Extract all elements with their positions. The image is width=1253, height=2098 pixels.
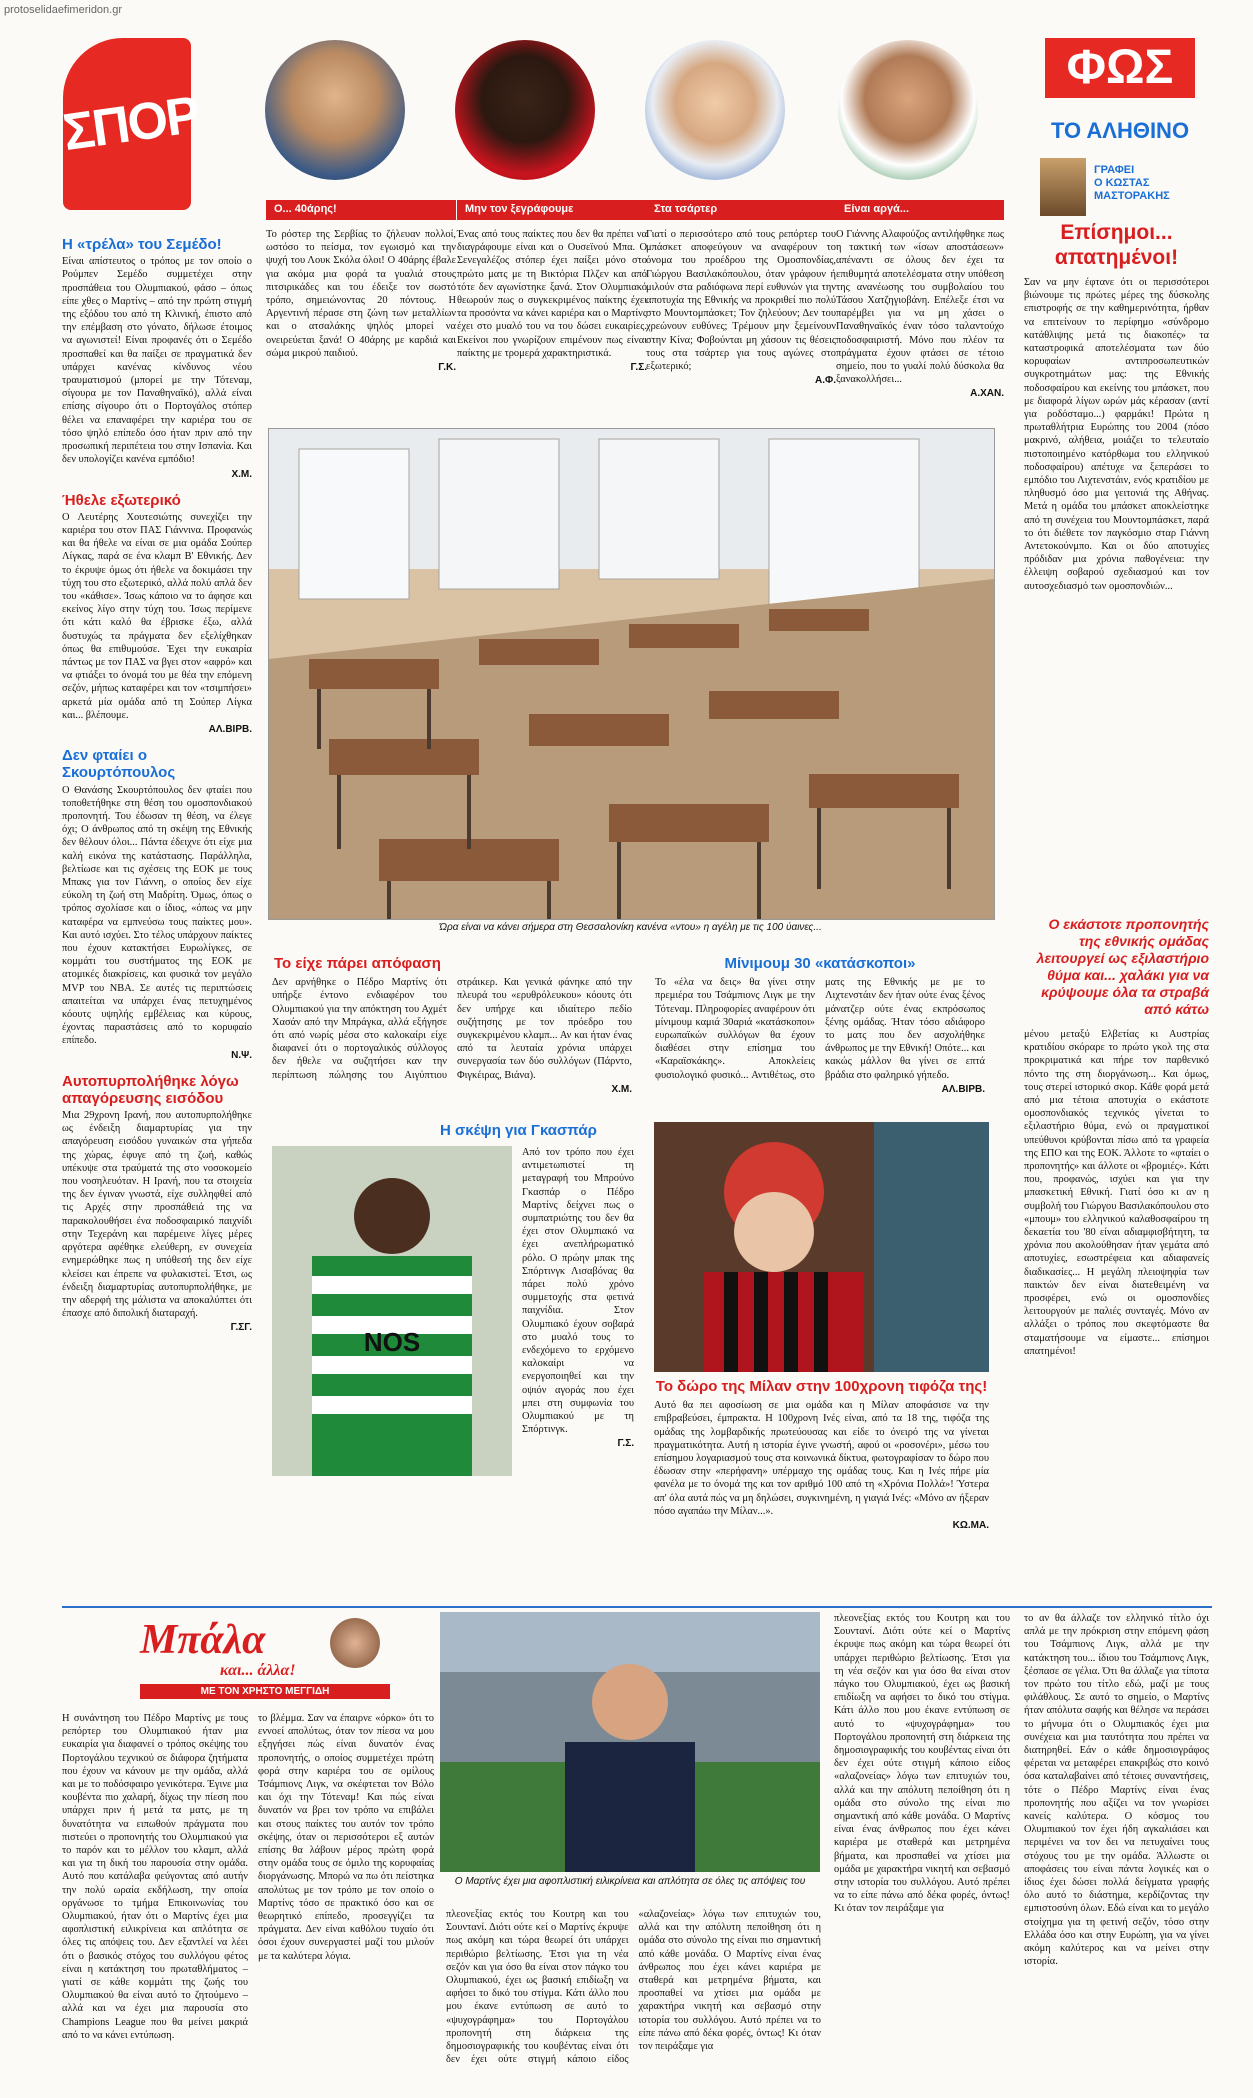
portrait-text: Το ρόστερ της Σερβίας το ζήλευαν πολλοί, ωστόσο το πείσμα, τον εγωισμό και την ψυχή του Λουκ Σκόλα όλοι! Ο 40άρης έβαλε για ακόμα μια φορά τα γυαλιά στους πιτσιρικάδες και του έδειξε τον σωστό τρόπο, σημειώνοντας 20 πόντους. Η Αργεντινή πέρασε στη ζώνη των μεταλλίων και ο ατσαλάκης ψηλός μπορεί να ονειρεύεται ξανά! Ο 40άρης με καρδιά και σώμα μικρού παιδιού.: [266, 229, 456, 359]
article-text: Από τον τρόπο που έχει αντιμετωπιστεί τη μεταγραφή του Μπρούνο Γκασπάρ ο Πέδρο Μαρτίνς δείχνει πως ο συμπατριώτης του δεν θα έχει στον Ολυμπιακό να έχει ανεπλήρωματικό ρόλο. Ο πρώην μπακ της Σπόρτινγκ Λισαβόνας θα πάρει πολύ χρόνο συμμετοχής στα φετινά παιχνίδια. Στον Ολυμπιακό έχουν σοβαρά στο μυαλό τους το ενδεχόμενο το ερχόμενο καλοκαίρι να ενεργοποιηθεί και την οψιόν αγοράς που έχει μπει στη συμφωνία του Ολυμπιακού με τη Σπόρτινγκ.: [522, 1147, 634, 1436]
author-byline: ΓΡΑΦΕΙ Ο ΚΩΣΤΑΣ ΜΑΣΤΟΡΑΚΗΣ: [1094, 164, 1170, 202]
portrait-item-1: [266, 200, 456, 373]
article-title: Η «τρέλα» του Σεμέδο!: [62, 236, 222, 253]
balla-logo-main: Μπάλα: [140, 1617, 266, 1663]
signature: Α.ΧΑΝ.: [970, 388, 1004, 400]
fps-logo: ΦΩΣ: [1045, 38, 1195, 98]
portrait-caption: Μην τον ξεγράφουμε: [457, 200, 647, 220]
svg-text:NOS: NOS: [363, 1327, 421, 1357]
milan-photo: [654, 1122, 989, 1372]
balla-col-3: πλεονεξίας εκτός του Κουτρη και του Σουντανί. Διότι ούτε κεί ο Μαρτίνς έκρυψε πως ακόμη και τώρα θεωρεί ότι υπάρχει περιθώριο βελτίωσης. Έτσι για τη νέα σεζόν και για όσο θα είναι στον πάγκο του Ολυμπιακού, έχει ως βασική επιδίωξη να αφήσει το δικό του στίγμα. Κάτι άλλο που μου έκανε εντύπωση σε αυτό το «ψυχογράφημα» του Πορτογάλου προπονητή στη διάρκεια της δημοσιογραφικής του κουβέντας είναι ότι δεν έχει ούτε στιγμή κάποιο είδος «αλαζονείας» λόγω των επιτυχιών του, αλλά και την απόλυτη πεποίθηση ότι η ομάδα στο σύνολο της είναι πιο σημαντική από κάθε μονάδα. Ο Μαρτίνς είναι ένας άνθρωπος που έχει κάνει καριέρα με σταθερά και μετρημένα βήματα, και προσπαθεί να χτίσει μια ομάδα με χαρακτήρα νικητή και σεβασμό στην ιστορία του συλλόγου. Αυτό πρέπει να το είπε πάνω από δέκα φορές, όντως! Κι όταν τον πειράξαμε για: [446, 1909, 821, 2066]
article-text: Αυτό θα πει αφοσίωση σε μια ομάδα και η Μίλαν αποφάσισε να την επιβραβεύσει, έμπρακτα. Η 100χρονη Ινές είναι, από τα 18 της, τιφόζα της ομάδας της λομβαρδικής πρωτεύουσας και είδε το όνειρό της να γίνεται πραγματικότητα. Αυτή η ιστορία έγινε γνωστή, αφού οι «ροσονέρι», μέσω του επίσημου λογαριασμού τους στα κοινωνικά δίκτυα, φωτογραφίσαν το δώρο που έδωσαν στην «περήφανη» υπέρμαχο της ομάδας τους. Και η Ινές πήρε μία φανέλα με το όνομά της και τον αριθμό 100 από τη «Χρόνια Πολλά»! Ύστερα απ' όλα αυτά πώς να μη δηλώσει, συγκινημένη, η γιαγιά Ινές: «Μόνο αν ήξεραν πόσο αγαπάω την Μίλαν...».: [654, 1400, 989, 1517]
signature: Α.Φ.: [815, 375, 836, 387]
portrait-text: Γιατί ο περισσότερο από τους ρεπόρτερ του μπάσκετ αποφεύγουν να αναφέρουν το όνομα του προέδρου της Ομοσπονδίας, Γιώργου Βασιλακόπουλου, όταν γράφουν ή μιλούν στα ραδιόφωνα περί ευθυνών για την αποτυχία της Εθνικής να προκριθεί πιο πολύ στο Μουντομπάσκετ; Τον ζηλεύουν; Δεν του χρεώνουν ευθύνες; Τρέμουν μην ξεμείνουν στην Κίνα; Φοβούνται μη χάσουν τις θέσεις τους στα τσάρτερ για τους αγώνες στο εξωτερικό;: [646, 229, 836, 373]
author-avatar: [330, 1618, 380, 1668]
article-title: Αυτοπυρπολήθηκε λόγω απαγόρευσης εισόδου: [62, 1072, 239, 1107]
signature: ΚΩ.ΜΑ.: [952, 1520, 989, 1532]
signature: ΑΛ.ΒΙΡΒ.: [208, 724, 252, 735]
signature: Χ.Μ.: [611, 1083, 632, 1095]
signature: ΑΛ.ΒΙΡΒ.: [941, 1083, 985, 1095]
article-text: Ο Λευτέρης Χουτεσιώτης συνεχίζει την καριέρα του στον ΠΑΣ Γιάννινα. Προφανώς και θα ήθελε να είναι σε μια ομάδα Σούπερ Λίγκας, παρά σε ένα κλαμπ Β' Εθνικής. Δεν το έκρυψε όμως ότι ήθελε να δοκιμάσει την τύχη του στο εξωτερικό, αλλά πολύ απλά δεν του «κάθισε». Ίσως κάποιο να το άφησε και εκείνος λίγο στην τύχη του. Ίσως περίμενε ότι κάτι καλό θα έβρισκε έξω, αλλά δυστυχώς τα πράγματα δεν εξελίχθηκαν όπως θα επιθυμούσε. Έχει την ευκαιρία πάντως με τον ΠΑΣ να βγει στον «αφρό» και να φτιάξει το όνομά του με θέα την επόμενη σεζόν, μήπως καταφέρει και τον «τσιμπήσει» αρκετά μία ομάδα από τη Σούπερ Λίγκα και... βλέπουμε.: [62, 511, 252, 721]
portrait-item-3: [646, 200, 836, 386]
signature: Γ.Σ.: [617, 1438, 634, 1450]
column-text: μένου μεταξύ Ελβετίας κι Αυστρίας κρατιδίου σκόραρε το πρώτο γκολ της στα προκριματικά και πήρε τον παρθενικό πόντο της στη διοργάνωση... Και όμως, τους στερεί ιστορικό σκορ. Κάθε φορά μετά από μια τέτοια αποτυχία ο εκάστοτε ομοσπονδιακός τεχνικός γίνεται το εξιλαστήριο θύμα, ενώ οι πραγματικοί υπεύθυνοι κρύβονται πίσω από τα γραφεία της ΕΠΟ και της ΕΟΚ. Άλλοτε το «φταίει ο προπονητής» και άλλοτε οι «βρομιές». Κάτι που, προφανώς, ισχύει και για την μπασκετική Εθνική. Γιατί όσο κι αν η συμβολή του Γιώργου Βασιλακόπουλου στο «μπουμ» του ελληνικού καλαθοσφαίρου τη δεκαετία του '80 είναι αδιαμφισβήτητη, τα χρόνια που ακολούθησαν ήταν γεμάτα από αποτυχίες, εσωστρέφεια και αδιαφανείς διαδικασίες... Η μεγάλη πλειοψηφία των παικτών δεν είναι διατεθειμένη να προσφέρει, ενώ οι ομοσπονδίες λειτουργούν με παλιές συνταγές. Μόνο αν αλλάξει ο τρόπος που σκεφτόμαστε θα σταματήσουμε να είμαστε... επίσημοι απατημένοι!: [1024, 1029, 1209, 1357]
portrait-item-2: [457, 200, 647, 373]
article-title: Το δώρο της Μίλαν στην 100χρονη τιφόζα της!: [655, 1378, 988, 1395]
left-column: [62, 236, 252, 1333]
column-text: Σαν να μην έφτανε ότι οι περισσότεροι βιώνουμε τις πρώτες μέρες της δύσκολης επιστροφής σε την καθημερινότητα, ήρθαν να επιτείνουν το περίφημο «σύνδρομο κατάθλιψης μετά τις διακοπές» τα καταστροφικά αποτελέσματα των δύο κορυφαίων αντιπροσωπευτικών συγκροτημάτων μας: της Εθνικής ποδοσφαίρου και εκείνης του μπάσκετ, που με διαφορά λίγων ωρών μάς κέρασαν (αντί για ροδόσταμο...) φαρμάκι! Πρώτα η πρωταθλήτρια Ευρώπης του 2004 (πόσο μακρινό, αλήθεια, μοιάζει το τελευταίο πιστοποιημένο κατόρθωμα του ελληνικού ποδοσφαίρου) απέτυχε να ξεπεράσει το εμπόδιο του Λιχτενστάιν, ενός κρατιδίου με πληθυσμό όσο μια γειτονιά της Αθήνας. Μετά η ομάδα του μπάσκετ αποκλείστηκε από τη συνέχεια του Μουντομπάσκετ, παρά το ότι διέθετε τον παγκόσμιο σταρ Γιάννη Αντετοκούνμπο. Και οι δύο αποτυχίες πρόδιδαν μια χρόνια παθογένεια: την έλλειψη σοβαρού σχεδιασμού και τον αυτοσχεδιασμό των ομοσπονδιών...: [1024, 277, 1209, 592]
balla-col-1: Η συνάντηση του Πέδρο Μαρτίνς με τους ρεπόρτερ του Ολυμπιακού ήταν μια ευκαιρία για διαφανεί ο τρόπος σκέψης του Πορτογάλου τεχνικού σε διάφορα ζητήματα που έχουν να κάνουν με την ομάδα, αλλά και με το ποδόσφαιρο γενικότερα. Έγινε μια κουβέντα πιο χαλαρή, δίχως την πίεση που υπάρχει πριν ή μετά τα ματς, με τη δυνατότητα να ειπωθούν πράγματα που πιστεύει ο προπονητής του Ολυμπιακού για το παρόν και το μέλλον του κλαμπ, αλλά και για τη δική του παρουσία στην ομάδα. Αυτό που κατάλαβα φεύγοντας από αυτήν την πολύ ωραία εκδήλωση, την οποία οργάνωσε το τμήμα Επικοινωνίας του Ολυμπιακού, ήταν ότι ο Μαρτίνς έχει μια αφοπλιστική ειλικρίνεια και απλότητα σε όλες τις απόψεις του. Δεν εξαντλεί να λέει ότι ο βασικός στόχος του συλλόγου φέτος είναι η κατάκτηση του πρωταθλήματος – γιατί σε κάθε κομμάτι της ζωής του Ολυμπιακού θα είναι αυτό το ζητούμενο – αλλά και να έχει μια παρουσία στο Champions League που θα μείνει μακριά από το να κάνει εντύπωση.: [62, 1713, 248, 2041]
classroom-caption: Ώρα είναι να κάνει σήμερα στη Θεσσαλονίκη κανένα «ντου» η αγέλη με τις 100 ύαινες...: [439, 922, 822, 933]
portrait-text: Ένας από τους παίκτες που δεν θα πρέπει να διαγράφουμε είναι και ο Ουσεϊνού Μπα. Ο Σενεγαλέζος στόπερ έχει παίξει μόνο στο πρώτο ματς με τη Βικτόρια Πλζεν και από τότε δεν αγωνίστηκε ξανά. Στον Ολυμπιακό θεωρούν πως ο συγκεκριμένος παίκτης έχει τα προσόντα να κάνει καριέρα και ο Μαρτίνς έχει στο μυαλό του να του δώσει ευκαιρίες. Εκείνοι που γνωρίζουν επιμένουν πως είναι παίκτης με τρομερά χαρακτηριστικά.: [457, 229, 647, 359]
portrait-item-4: [836, 200, 1004, 399]
fps-subtitle: ΤΟ ΑΛΗΘΙΝΟ: [1050, 118, 1190, 143]
balla-logo-sub: και... άλλα!: [220, 1662, 296, 1679]
martins-caption: Ο Μαρτίνς έχει μια αφοπλιστική ειλικρίνεια και απλότητα σε όλες τις απόψεις του: [454, 1876, 806, 1887]
portrait-1: [265, 40, 405, 180]
portrait-caption: Ο... 40άρης!: [266, 200, 456, 220]
mid-article-3: [522, 1146, 634, 1449]
article-title: Το είχε πάρει απόφαση: [274, 955, 441, 972]
article-text: Το «έλα να δεις» θα γίνει στην πρεμιέρα του Τσάμπιονς Λιγκ με την Τότεναμ. Πληροφορίες αναφέρουν ότι μίνιμουμ καμιά 30αριά «κατάσκοποι» ευρωπαϊκών συλλόγων θα έχουν διαθέσει στην επίσημα του «Καραϊσκάκης». Αποκλείεις φυσιολογικό φυσικό... Αντιθέτως, στο ματς της Εθνικής με με το Λιχτενστάιν δεν ήταν ούτε ένας ξένος μάνατζερ ούτε ένας εκπρόσωπος ξένης ομάδας. Ήταν τόσο αδιάφορο το ματς που δεν ασχολήθηκε άνθρωπος με την Εθνική! Οπότε... και κακώς μάλλον θα γίνει σε επτά βράδια στο φαληρικό γήπεδο.: [655, 977, 985, 1081]
signature: Γ.ΣΓ.: [230, 1322, 252, 1334]
section-badge: ΣΠΟΡ: [63, 38, 191, 210]
article-text: Είναι απίστευτος ο τρόπος με τον οποίο ο Ρούμπεν Σεμέδο συμμετέχει στην προσπάθεια του Ολυμπιακού, φάσο – όπως είπε χθες ο Μαρτίνς – από την πρώτη στιγμή της εξόδου του από τη Κλινική, έπιστο από την επέμβαση στο γόνατο, δήλωσε έτοιμος να αγωνιστεί! Είναι προφανές ότι ο Σεμέδο προσπαθεί και θα παίξει σε πραγματικά δεν υπάρχει κανένας κίνδυνος νέου τραυματισμού (μπορεί με την Τότεναμ, σίγουρα με τον Παναθηναϊκό), αλλά είναι επίσης σίγουρο ότι ο Πορτογάλος στόπερ θέλει να επαναφέρει την καριέρα του σε τόσο ψηλό επίπεδο όσο ήταν πριν από την προσωπική περιπέτεια του στην Ισπανία. Και δεν υπολογίζει κανένα εμπόδιο!: [62, 256, 252, 466]
site-watermark: protoselidaefimeridon.gr: [4, 4, 123, 16]
article-title: Μίνιμουμ 30 «κατάσκοποι»: [724, 955, 916, 972]
article-text: Μια 29χρονη Ιρανή, που αυτοπυρπολήθηκε ως ένδειξη διαμαρτυρίας για την απαγόρευση εισόδου γυναικών στα γήπεδα της χώρας, έφυγε από τη ζωή, καθώς υπέκυψε στα τραύματά της στο νοσοκομείο που νοσηλευόταν. Η Ιρανή, που τα στοιχεία της δεν έγιναν γνωστά, είχε συλληφθεί από τις Αρχές στην προσπάθειά της να παρακολουθήσει ένα ποδοσφαιρικό παιχνίδι στην Τεχεράνη και παρέμεινε λίγες μέρες αργότερα αφέθηκε ελεύθερη, εν συνεχεία ενημερώθηκε πως η υπόθεσή της δεν είχε κλείσει και έπρεπε να φυλακιστεί. Έτσι, ως ένδειξη διαμαρτυρίας αυτοπυρπολήθηκε, με την αδερφή της μάλιστα να αποκαλύπτει ότι έπασχε από διπολική διαταραχή.: [62, 1110, 252, 1320]
signature: Γ.Κ.: [438, 362, 456, 374]
signature: Ν.Ψ.: [231, 1049, 252, 1061]
column-title: Επίσημοι... απατημένοι!: [1054, 221, 1179, 269]
martins-photo: [440, 1612, 820, 1872]
author-photo: [1040, 158, 1086, 216]
signature: Γ.Σ.: [630, 362, 647, 374]
portrait-caption: Στα τσάρτερ: [646, 200, 836, 220]
portrait-caption: Είναι αργά...: [836, 200, 1004, 220]
section-divider: [62, 1606, 1212, 1608]
balla-col-4: το αν θα άλλαζε τον ελληνικό τίτλο όχι απλά με την πρόκριση στην επόμενη φάση του Τσάμπιονς Λιγκ, αλλά με την κατάκτηση του... ίδιου του Τσάμπιονς Λιγκ, ξέσπασε σε γέλια. Ότι θα άλλαζε για τίποτα τον πρώτο του τίτλο εδώ, μαζί με τους φιλάθλους. Σε αυτό το σημείο, ο Μαρτίνς ήταν απόλυτα σαφής και θέλησε να περάσει το μήνυμα ότι ο Ολυμπιακός έχει μια συνέχεια και μια ταυτότητα που πρέπει να διατηρηθεί. Εάν ο κάθε δημοσιογράφος φέρεται να μεταφέρει επακριβώς στο κοινό όσα καταλαβαίνει από τέτοιες συναντήσεις, τότε ο Πέδρο Μαρτίνς είναι ένας προπονητής που αξίζει να τον γνωρίσει κανείς καλύτερα. Ο κόσμος του Ολυμπιακού τον έχει ήδη αγκαλιάσει και περιμένει να τον δει να πετυχαίνει τους στόχους του με την ομάδα. Άλλωστε οι αποφάσεις του είναι πάντα λογικές και ο ίδιος έχει δώσει πολλά δείγματα γραφής όλο αυτό το διάστημα, κερδίζοντας την εμπιστοσύνη όλων. Εδώ είναι και το μεγάλο στοίχημα για τη φετινή σεζόν, τόσο στην Ελλάδα όσο και στην Ευρώπη, για να γίνει ακόμη καλύτερος και να μείνει στην ιστορία.: [1024, 1613, 1209, 1968]
pull-quote: Ο εκάστοτε προπονητής της εθνικής ομάδας λειτουργεί ως εξιλαστήριο θύμα και... χαλάκι για να κρύψουμε όλα τα στραβά από κάτω: [1036, 916, 1209, 1017]
balla-col-2: το βλέμμα. Σαν να έπαιρνε «όρκο» ότι το εννοεί απολύτως, όταν τον πίεσα να μου εξηγήσει πώς είναι δυνατόν ένας προπονητής, ο οποίος συμμετέχει πρώτη φορά στην καριέρα του σε ομίλους Τσάμπιονς Λιγκ, να σκέφτεται τον Βόλο και όχι την Τότεναμ! Και πώς είναι δυνατόν να βρει τον τρόπο να επιβάλει και στους παίκτες του αυτόν τον τρόπο σκέψης, όταν οι περισσότεροι εξ αυτών επίσης θα λάβουν μέρος πρώτη φορά στην ομάδα τους σε όμιλο της κορυφαίας διοργάνωσης. Μπορώ να πω ότι πείστηκα απολύτως με τον τρόπο με τον οποίο ο Μαρτίνς τόσο σε πρακτικό όσο και σε θεωρητικό επίπεδο, προσεγγίζει τα πράγματα. Δεν είναι καθόλου τυχαίο ότι όσοι έχουν συνεργαστεί μαζί του μιλούν με τα καλύτερα λόγια.: [258, 1713, 434, 1962]
classroom-photo: [268, 428, 995, 920]
mid-article-2: [655, 955, 985, 1095]
article-title: Η σκέψη για Γκασπάρ: [440, 1122, 597, 1139]
right-column: [1024, 220, 1209, 1688]
player-photo: [272, 1146, 512, 1476]
article-title: Ήθελε εξωτερικό: [62, 491, 181, 509]
portrait-4: [838, 40, 978, 180]
balla-col-3b: πλεονεξίας εκτός του Κουτρη και του Σουντανί. Διότι ούτε κεί ο Μαρτίνς έκρυψε πως ακόμη και τώρα θεωρεί ότι υπάρχει περιθώριο βελτίωσης. Έτσι για τη νέα σεζόν και για όσο θα είναι στον πάγκο του Ολυμπιακού, έχει ως βασική επιδίωξη να αφήσει το δικό του στίγμα. Κάτι άλλο που μου έκανε εντύπωση σε αυτό το «ψυχογράφημα» του Πορτογάλου προπονητή στη διάρκεια της δημοσιογραφικής του κουβέντας είναι ότι δεν έχει ούτε στιγμή κάποιο είδος «αλαζονείας» λόγω των επιτυχιών του, αλλά και την απόλυτη πεποίθηση ότι η ομάδα στο σύνολο της είναι πιο σημαντική από κάθε μονάδα. Ο Μαρτίνς είναι ένας άνθρωπος που έχει κάνει καριέρα με σταθερά και μετρημένα βήματα, και προσπαθεί να χτίσει μια ομάδα με χαρακτήρα νικητή και σεβασμό στην ιστορία του συλλόγου. Αυτό πρέπει να το είπε πάνω από δέκα φορές, όντως! Κι όταν τον πειράξαμε για: [834, 1613, 1010, 1915]
balla-byline: ΜΕ ΤΟΝ ΧΡΗΣΤΟ ΜΕΓΓΙΔΗ: [140, 1684, 390, 1699]
portrait-2: [455, 40, 595, 180]
signature: Χ.Μ.: [231, 468, 252, 480]
portrait-3: [645, 40, 785, 180]
portrait-text: Ο Γιάννης Αλαφούζος αντιλήφθηκε πως η τακτική των «ίσων αποστάσεων» απέναντι σε όλους δεν έχει τα επιθυμητά αποτελέσματα στην υπόθεση της ανανέωσης του συμβολαίου του Τάσου Χατζηγιοβάνη. Επέλεξε έτσι να παρέμβει για να μη χάσει ο Παναθηναϊκός έναν τόσο ταλαντούχο ποδοσφαιριστή. Μόνο που πλέον τα πράγματα έχουν φτάσει σε τέτοιο σημείο, που το γυαλί πολύ δύσκολα θα ξανακολλήσει...: [836, 229, 1004, 386]
article-text: Ο Θανάσης Σκουρτόπουλος δεν φταίει που τοποθετήθηκε στη θέση του ομοσπονδιακού προπονητή. Του έδωσαν τη θέση, να έλεγε όχι; Ο άνθρωπος από τη σκέψη της Εθνικής δεν θέλουν όλοι... Πάντα έδειχνε ότι είχε μια καλή εικόνα της κατάστασης. Παράλληλα, βελτίωσε και τις σχέσεις της ΕΟΚ με τους Μπακς για τον Γιάννη, ο οποίος δεν είχε εύκολη τη ζωή στη Μαδρίτη. Όμως, όπως ο τρόπος σχολίασε και ο ίδιος, «όπως να μην καταφέρα να εμπνεύσω τους παίκτες μου». Και αυτό ισχύει. Στο τέλος υπάρχουν παίκτες που έχουν κατακτήσει Ευρωλίγκες, σε κομμάτι του συστήματος της ΕΟΚ με ατομικές διακρίσεις, και φυσικά τον μεγάλο MVP του NBA. Σε αυτές τις περιπτώσεις απαιτείται να υπάρχει ένας πετυχημένος κόουτς υψηλής εμβέλειας και κύρους, έχοντας παραστάσεις από το κορυφαίο επίπεδο.: [62, 784, 252, 1047]
article-text: Δεν αρνήθηκε ο Πέδρο Μαρτίνς ότι υπήρξε έντονο ενδιαφέρον του Ολυμπιακού για την απόκτηση του Αχμέτ Χασάν από την Μπράγκα, αλλά εξήγησε ότι από νωρίς μέσα στο καλοκαίρι είχε διαφανεί ότι ο πορτογαλικός σύλλογος δεν ήθελε να συζητήσει καν την περίπτωση πώλησης του Αιγύπτιου στράικερ. Και γενικά φάνηκε από την πλευρά του «ερυθρόλευκου» κόουτς ότι δεν υπήρχε και ιδιαίτερο πεδίο συζήτησης με τον πρόεδρο του συγκεκριμένου κλαμπ... Αν και ήταν ένας από τα λευταία χρόνια υπάρχει συνεργασία των δύο συλλόγων (Πάρντο, Φιγκέιρας, Βιάνα).: [272, 977, 632, 1081]
mid-article-4: [654, 1378, 989, 1531]
article-title: Δεν φταίει ο Σκουρτόπουλος: [62, 747, 176, 782]
mid-article-1: [272, 955, 632, 1095]
